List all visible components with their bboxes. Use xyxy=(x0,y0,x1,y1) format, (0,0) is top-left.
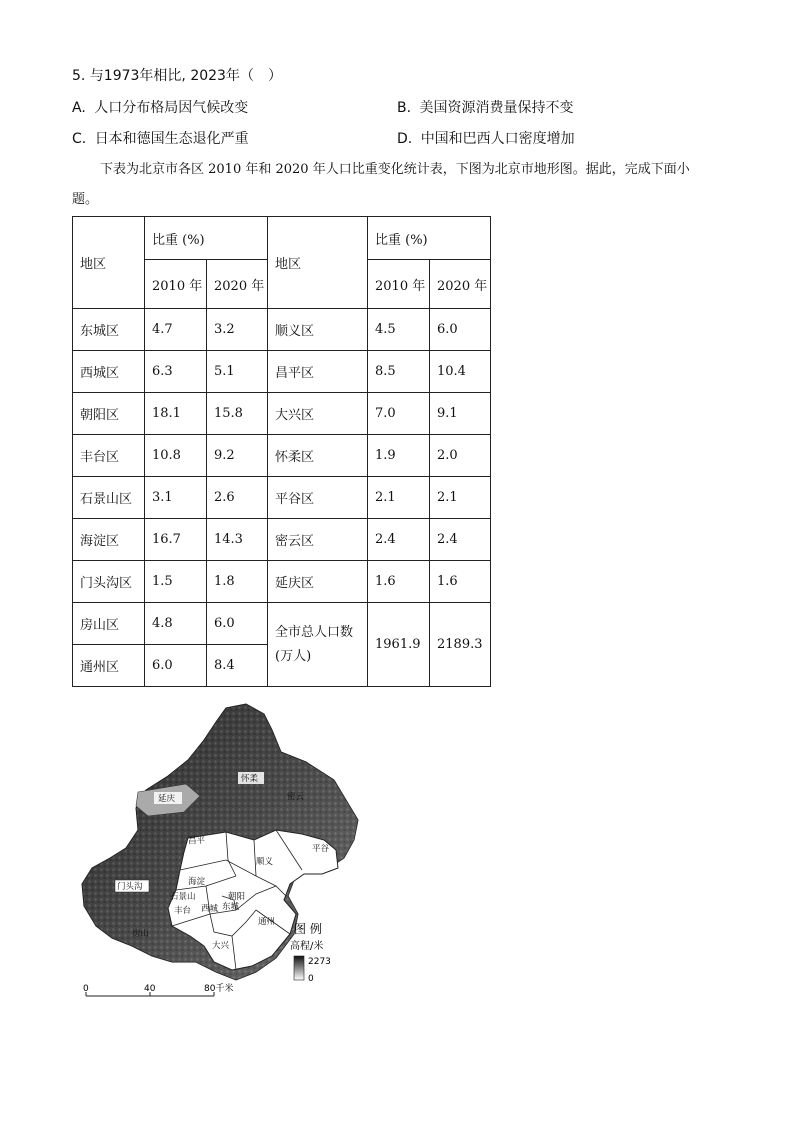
table-row xyxy=(73,393,491,435)
region-name: 朝阳区 xyxy=(73,393,145,435)
legend-gradient-bar xyxy=(294,956,304,980)
share-2010: 16.7 xyxy=(145,519,207,561)
beijing-terrain-map xyxy=(76,700,386,1000)
table-row xyxy=(73,351,491,393)
scale-bar xyxy=(83,982,233,996)
option-text: 日本和德国生态退化严重 xyxy=(94,131,249,147)
share-2010: 3.1 xyxy=(145,477,207,519)
total-2010: 1961.9 xyxy=(368,603,430,687)
share-2010: 4.7 xyxy=(145,309,207,351)
region-name: 平谷区 xyxy=(268,477,368,519)
intro-line-2: 题。 xyxy=(72,192,99,207)
label-daxing: 大兴 xyxy=(212,941,230,951)
share-2020: 1.8 xyxy=(207,561,268,603)
option-text: 人口分布格局因气候改变 xyxy=(94,100,249,116)
header-region-left: 地区 xyxy=(73,217,145,309)
option-text: 美国资源消费量保持不变 xyxy=(419,100,574,116)
share-2020: 10.4 xyxy=(430,351,491,393)
total-label-line2: (万人) xyxy=(275,648,312,664)
share-2010: 1.6 xyxy=(368,561,430,603)
share-2020: 15.8 xyxy=(207,393,268,435)
header-share-left: 比重 (%) xyxy=(145,217,268,260)
region-name: 顺义区 xyxy=(268,309,368,351)
option-b[interactable] xyxy=(397,98,574,118)
elevation-legend xyxy=(290,921,331,984)
legend-subtitle: 高程/米 xyxy=(290,941,324,952)
region-name: 石景山区 xyxy=(73,477,145,519)
option-a[interactable] xyxy=(72,98,248,118)
label-chaoyang: 朝阳 xyxy=(228,892,246,902)
option-letter: D. xyxy=(397,131,413,147)
option-letter: A. xyxy=(72,100,86,116)
share-2020: 2.4 xyxy=(430,519,491,561)
header-share-right: 比重 (%) xyxy=(368,217,491,260)
option-letter: B. xyxy=(397,100,412,116)
share-2020: 2.0 xyxy=(430,435,491,477)
share-2010: 6.0 xyxy=(145,645,207,687)
label-fangshan: 房山 xyxy=(132,929,150,939)
question-stem: 5. 与1973年相比, 2023年（ ） xyxy=(72,68,282,84)
total-population-label xyxy=(268,603,368,687)
share-2020: 1.6 xyxy=(430,561,491,603)
option-text: 中国和巴西人口密度增加 xyxy=(420,131,575,147)
label-xicheng: 西城 xyxy=(201,904,219,914)
label-changping: 昌平 xyxy=(188,836,206,846)
intro-line-1: 下表为北京市各区 2010 年和 2020 年人口比重变化统计表，下图为北京市地形图。据此，完成下面小 xyxy=(100,162,690,177)
region-name: 房山区 xyxy=(73,603,145,645)
label-haidian: 海淀 xyxy=(188,877,206,887)
label-huairou: 怀柔 xyxy=(241,774,259,784)
table-row xyxy=(73,477,491,519)
label-tongzhou: 通州 xyxy=(258,917,276,927)
share-2010: 1.5 xyxy=(145,561,207,603)
header-year-2020-left: 2020 年 xyxy=(207,260,268,309)
share-2020: 9.1 xyxy=(430,393,491,435)
option-d[interactable] xyxy=(397,129,575,149)
share-2020: 9.2 xyxy=(207,435,268,477)
share-2010: 18.1 xyxy=(145,393,207,435)
share-2010: 7.0 xyxy=(368,393,430,435)
label-shijingshan: 石景山 xyxy=(170,892,196,902)
region-name: 海淀区 xyxy=(73,519,145,561)
total-label-line1: 全市总人口数 xyxy=(275,624,354,640)
region-name: 延庆区 xyxy=(268,561,368,603)
region-name: 丰台区 xyxy=(73,435,145,477)
label-yanqing: 延庆 xyxy=(158,794,176,804)
header-region-right: 地区 xyxy=(268,217,368,309)
legend-max: 2273 xyxy=(308,957,331,967)
table-row xyxy=(73,309,491,351)
share-2010: 4.8 xyxy=(145,603,207,645)
legend-min: 0 xyxy=(308,974,314,984)
share-2010: 6.3 xyxy=(145,351,207,393)
table-row xyxy=(73,519,491,561)
share-2020: 5.1 xyxy=(207,351,268,393)
region-name: 大兴区 xyxy=(268,393,368,435)
table-row xyxy=(73,435,491,477)
region-name: 昌平区 xyxy=(268,351,368,393)
share-2020: 14.3 xyxy=(207,519,268,561)
share-2010: 4.5 xyxy=(368,309,430,351)
share-2020: 2.1 xyxy=(430,477,491,519)
total-2020: 2189.3 xyxy=(430,603,491,687)
share-2020: 3.2 xyxy=(207,309,268,351)
scale-mid: 40 xyxy=(144,984,156,994)
region-name: 怀柔区 xyxy=(268,435,368,477)
table-row xyxy=(73,603,491,645)
table-row xyxy=(73,561,491,603)
scale-end: 80千米 xyxy=(204,984,234,994)
share-2020: 6.0 xyxy=(207,603,268,645)
share-2010: 2.1 xyxy=(368,477,430,519)
option-c[interactable] xyxy=(72,129,249,149)
legend-title: 图 例 xyxy=(294,922,322,936)
share-2010: 2.4 xyxy=(368,519,430,561)
label-fengtai: 丰台 xyxy=(174,906,192,916)
label-dongcheng: 东城 xyxy=(222,902,240,912)
label-miyun: 密云 xyxy=(287,792,305,802)
region-name: 通州区 xyxy=(73,645,145,687)
population-share-table xyxy=(72,216,491,687)
share-2010: 10.8 xyxy=(145,435,207,477)
terrain-map-svg xyxy=(76,700,386,1000)
share-2020: 6.0 xyxy=(430,309,491,351)
header-year-2010-right: 2010 年 xyxy=(368,260,430,309)
share-2010: 1.9 xyxy=(368,435,430,477)
region-name: 密云区 xyxy=(268,519,368,561)
region-name: 东城区 xyxy=(73,309,145,351)
header-year-2010-left: 2010 年 xyxy=(145,260,207,309)
label-pinggu: 平谷 xyxy=(312,844,330,854)
share-2020: 8.4 xyxy=(207,645,268,687)
share-2020: 2.6 xyxy=(207,477,268,519)
option-letter: C. xyxy=(72,131,87,147)
label-shunyi: 顺义 xyxy=(256,857,274,867)
region-name: 西城区 xyxy=(73,351,145,393)
region-name: 门头沟区 xyxy=(73,561,145,603)
scale-zero: 0 xyxy=(83,984,89,994)
header-year-2020-right: 2020 年 xyxy=(430,260,491,309)
label-mentougou: 门头沟 xyxy=(117,882,143,892)
share-2010: 8.5 xyxy=(368,351,430,393)
